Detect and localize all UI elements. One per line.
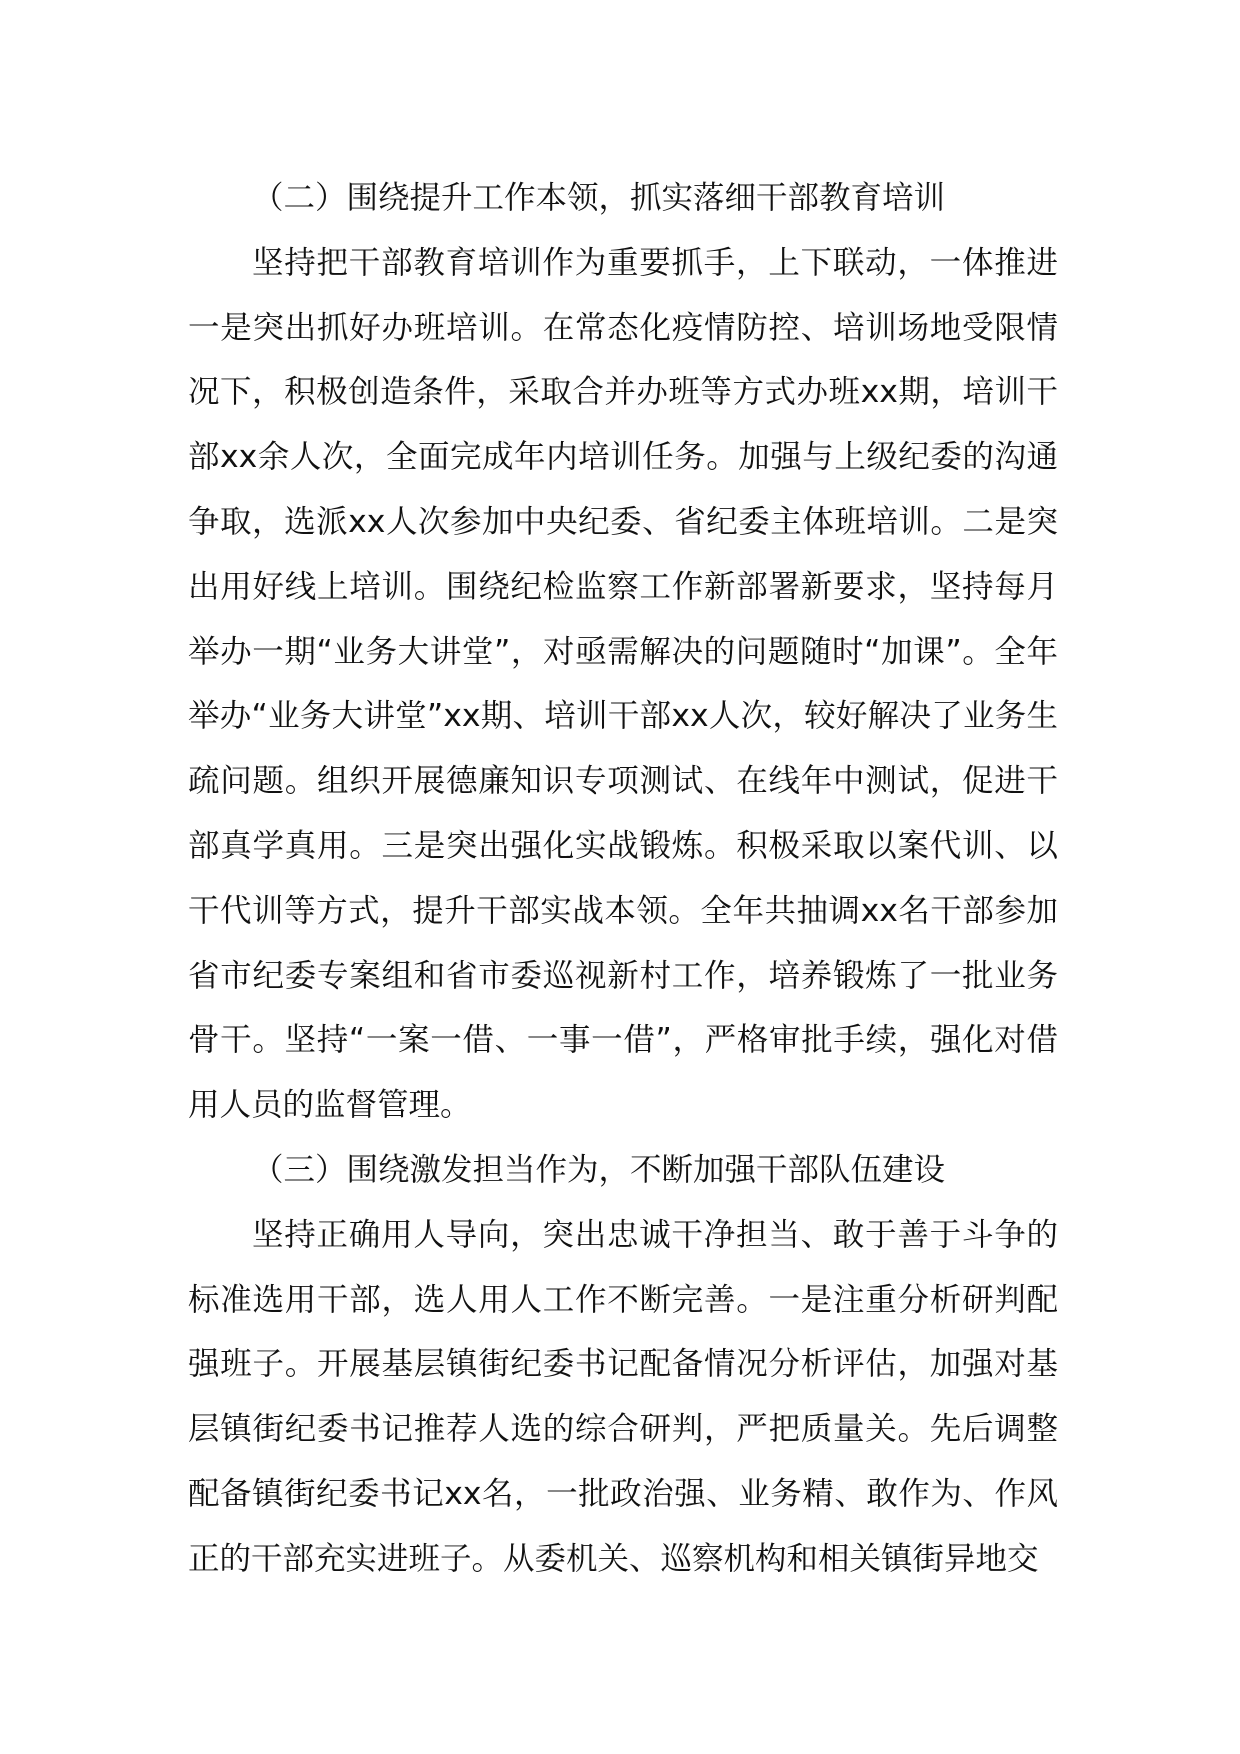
section-paragraph-3: 坚持正确用人导向，突出忠诚干净担当、敢于善于斗争的标准选用干部，选人用人工作不断完善。一是注重分析研判配强班子。开展基层镇街纪委书记配备情况分析评估，加强对基层镇街纪委书记推荐人选的综合研判，严把质量关。先后调整配备镇街纪委书记xx名，一批政治强、业务精、敢作为、作风正的干部充实进班子。从委机关、巡察机构和相关镇街异地交 [188,1216,1058,1577]
section-paragraph-2: 坚持把干部教育培训作为重要抓手，上下联动，一体推进一是突出抓好办班培训。在常态化疫情防控、培训场地受限情况下，积极创造条件，采取合并办班等方式办班xx期，培训干部xx余人次，全面完成年内培训任务。加强与上级纪委的沟通争取，选派xx人次参加中央纪委、省纪委主体班培训。二是突出用好线上培训。围绕纪检监察工作新部署新要求，坚持每月举办一期“业务大讲堂”，对亟需解决的问题随时“加课”。全年举办“业务大讲堂”xx期、培训干部xx人次，较好解决了业务生疏问题。组织开展德廉知识专项测试、在线年中测试，促进干部真学真用。三是突出强化实战锻炼。积极采取以案代训、以干代训等方式，提升干部实战本领。全年共抽调xx名干部参加省市纪委专案组和省市委巡视新村工作，培养锻炼了一批业务骨干。坚持“一案一借、一事一借”，严格审批手续，强化对借用人员的监督管理。 [188,244,1058,1124]
section-heading-3: （三）围绕激发担当作为，不断加强干部队伍建设 [252,1151,946,1188]
document-body [188,166,1058,1592]
section-heading-2: （二）围绕提升工作本领，抓实落细干部教育培训 [252,180,946,216]
